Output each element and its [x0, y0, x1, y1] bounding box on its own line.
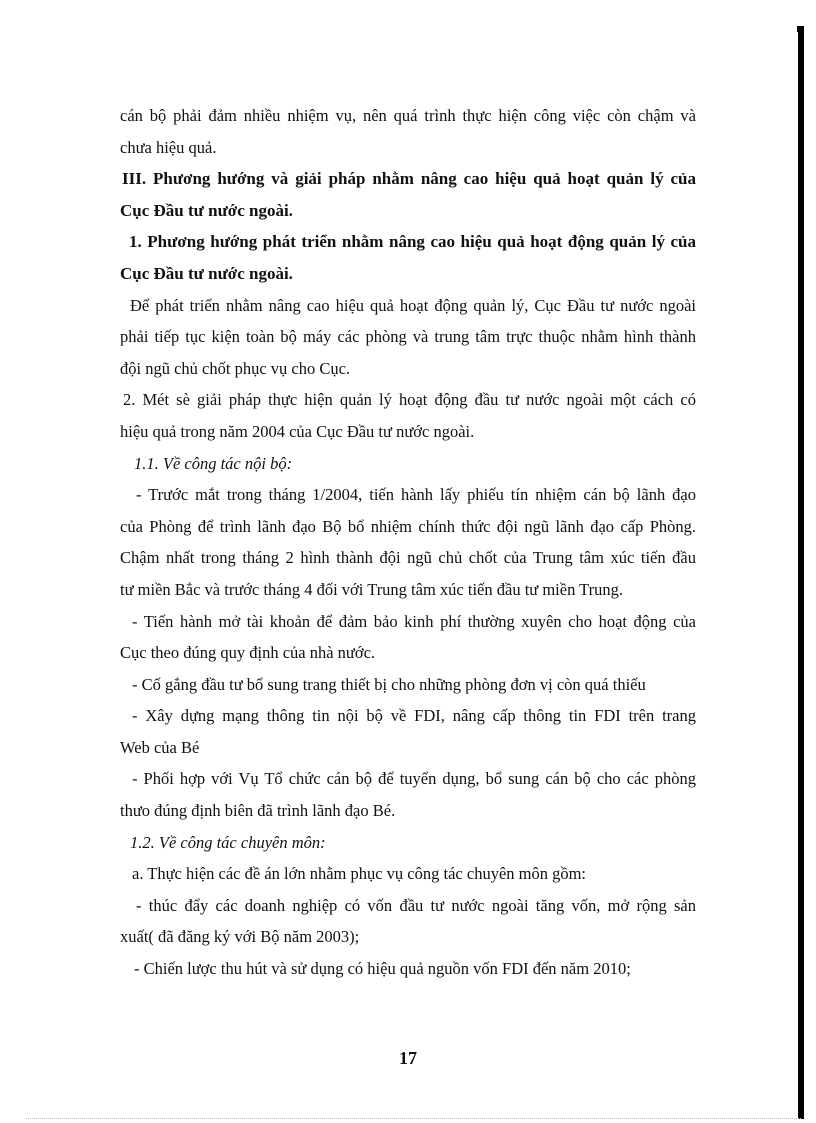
body-line: Cục theo đúng quy định của nhà nước.	[120, 643, 376, 663]
body-line: Web của Bé	[120, 737, 200, 757]
body-line: - Trước mắt trong tháng 1/2004, tiến hành lấy phiếu tín nhiệm cán bộ lãnh đạo	[136, 485, 696, 505]
bottom-dotted-rule	[26, 1118, 801, 1119]
body-line: phải tiếp tục kiện toàn bộ máy các phòng và trung tâm trực thuộc nhằm hình thành	[120, 327, 696, 347]
body-line: - Phối hợp với Vụ Tổ chức cán bộ để tuyển dụng, bổ sung cán bộ cho các phòng	[132, 769, 696, 789]
document-body	[120, 100, 696, 985]
body-line: Để phát triển nhằm nâng cao hiệu quả hoạt động quản lý, Cục Đầu tư nước ngoài	[130, 295, 696, 315]
body-line: chưa hiệu quả.	[120, 137, 217, 157]
body-line: xuất( đã đăng ký với Bộ năm 2003);	[120, 927, 360, 947]
body-line: a. Thực hiện các đề án lớn nhằm phục vụ công tác chuyên môn gồm:	[132, 864, 587, 884]
page-shadow-right	[798, 26, 804, 1119]
body-line: cán bộ phải đảm nhiều nhiệm vụ, nên quá trình thực hiện công việc còn chậm và	[120, 106, 696, 125]
section-heading: III. Phương hướng và giải pháp nhằm nâng cao hiệu quả hoạt quản lý của	[122, 169, 696, 189]
body-line: 2. Mét sè giải pháp thực hiện quản lý hoạt động đầu tư nước ngoài một cách có	[123, 390, 696, 410]
body-line: của Phòng để trình lãnh đạo Bộ bổ nhiệm chính thức đội ngũ lãnh đạo cấp Phòng.	[120, 516, 696, 536]
body-line: - Chiến lược thu hút và sử dụng có hiệu quả nguồn vốn FDI đến năm 2010;	[134, 959, 631, 979]
body-line: tư miền Bắc và trước tháng 4 đối với Trung tâm xúc tiến đầu tư miền Trung.	[120, 579, 624, 599]
subheading-italic: 1.2. Về công tác chuyên môn:	[130, 832, 326, 852]
subsection-heading: Cục Đầu tư nước ngoài.	[120, 263, 293, 283]
body-line: - Tiến hành mở tài khoản để đảm bảo kinh phí thường xuyên cho hoạt động của	[132, 611, 696, 631]
body-line: Chậm nhất trong tháng 2 hình thành đội ngũ chủ chốt của Trung tâm xúc tiến đầu	[120, 548, 696, 568]
body-line: - Cố gắng đầu tư bổ sung trang thiết bị cho những phòng đơn vị còn quá thiếu	[132, 674, 646, 694]
body-line: thưo đúng định biên đã trình lãnh đạo Bé.	[120, 801, 396, 821]
subheading-italic: 1.1. Về công tác nội bộ:	[134, 453, 293, 473]
page-number: 17	[399, 1048, 417, 1068]
body-line: hiệu quả trong năm 2004 của Cục Đầu tư nước ngoài.	[120, 421, 475, 441]
body-line: - thúc đẩy các doanh nghiệp có vốn đầu tư nước ngoài tăng vốn, mở rộng sản	[136, 895, 696, 915]
section-heading: Cục Đầu tư nước ngoài.	[120, 200, 293, 220]
body-line: - Xây dựng mạng thông tin nội bộ về FDI, nâng cấp thông tin FDI trên trang	[132, 706, 696, 726]
subsection-heading: 1. Phương hướng phát triển nhằm nâng cao hiệu quả hoạt động quản lý của	[129, 232, 696, 252]
body-line: đội ngũ chủ chốt phục vụ cho Cục.	[120, 358, 351, 378]
